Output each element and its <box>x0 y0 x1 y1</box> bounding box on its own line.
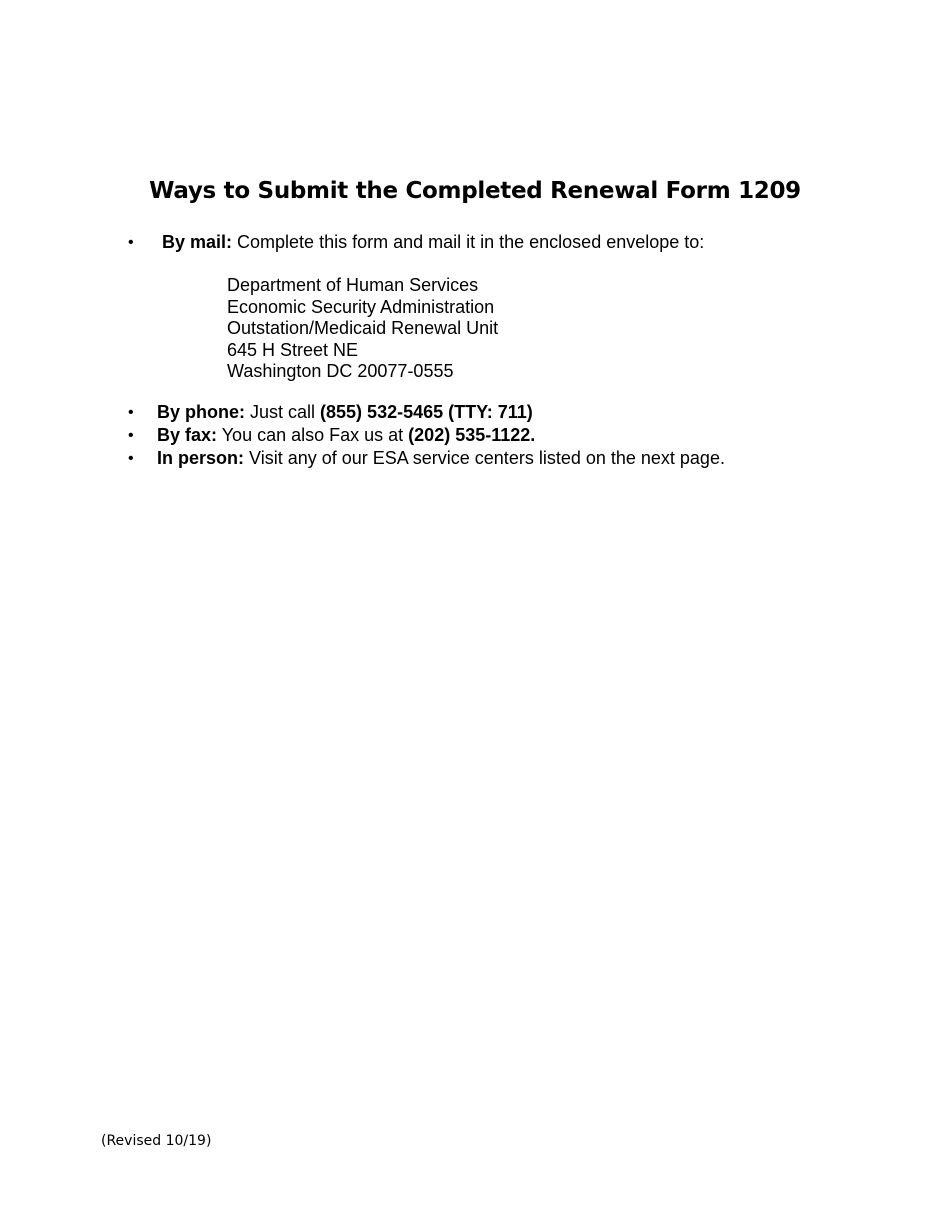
fax-text: You can also Fax us at <box>217 425 409 445</box>
address-line: 645 H Street NE <box>227 340 359 360</box>
mail-text: Complete this form and mail it in the enclosed envelope to: <box>232 232 705 252</box>
in-person-text: Visit any of our ESA service centers listed on the next page. <box>244 448 725 468</box>
mail-label: By mail: <box>162 232 233 252</box>
phone-number: (855) 532-5465 (TTY: 711) <box>320 402 533 422</box>
bullet-icon: • <box>128 450 134 467</box>
page-title: Ways to Submit the Completed Renewal Form 1209 <box>149 178 801 204</box>
fax-item <box>157 425 535 446</box>
revision-note: (Revised 10/19) <box>101 1133 212 1149</box>
address-line: Economic Security Administration <box>227 297 495 317</box>
bullet-icon: • <box>128 404 134 421</box>
address-line: Washington DC 20077-0555 <box>227 361 454 381</box>
bullet-icon: • <box>128 234 134 251</box>
in-person-item <box>157 448 725 469</box>
in-person-label: In person: <box>157 448 245 468</box>
fax-number: (202) 535-1122. <box>408 425 536 445</box>
phone-label: By phone: <box>157 402 245 422</box>
phone-item <box>157 402 533 423</box>
bullet-icon: • <box>128 427 134 444</box>
fax-label: By fax: <box>157 425 218 445</box>
address-line: Outstation/Medicaid Renewal Unit <box>227 318 499 338</box>
phone-text: Just call <box>245 402 321 422</box>
mail-item <box>162 232 704 253</box>
address-line: Department of Human Services <box>227 275 479 295</box>
